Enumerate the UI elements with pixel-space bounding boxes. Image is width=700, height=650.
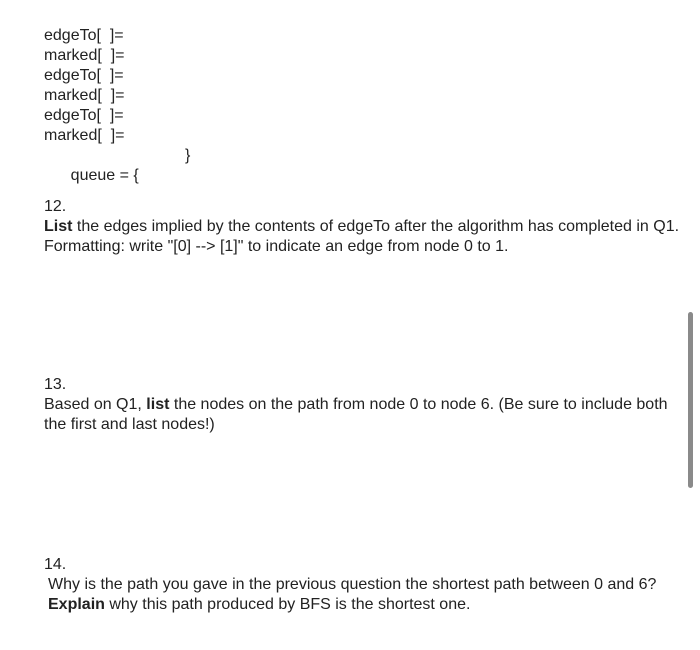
edgeto-line: edgeTo[ ]= <box>44 107 124 124</box>
vertical-scrollbar[interactable] <box>688 312 693 488</box>
question-body: the nodes on the path from node 0 to node 6. (Be sure to include both the first and last nodes!) <box>44 396 668 433</box>
marked-line: marked[ ]= <box>44 47 125 64</box>
queue-line <box>44 146 191 184</box>
question-text <box>44 395 694 435</box>
question-prefix: Why is the path you gave in the previous question the shortest path between 0 and 6? <box>48 576 657 593</box>
question-keyword: Explain <box>48 596 105 613</box>
question-prefix: Based on Q1, <box>44 396 147 413</box>
question-number: 12. <box>44 198 67 215</box>
question-text <box>44 575 688 615</box>
marked-line: marked[ ]= <box>44 87 125 104</box>
question-body: why this path produced by BFS is the shortest one. <box>104 596 471 613</box>
edgeto-line: edgeTo[ ]= <box>44 67 124 84</box>
question-14 <box>44 555 694 615</box>
question-number: 13. <box>44 376 67 393</box>
question-13 <box>44 375 694 435</box>
question-text <box>44 217 694 257</box>
queue-open: queue = { <box>70 167 139 184</box>
marked-line: marked[ ]= <box>44 127 125 144</box>
question-keyword: List <box>44 218 73 235</box>
fill-in-lines <box>44 26 191 184</box>
edgeto-line: edgeTo[ ]= <box>44 27 124 44</box>
question-12 <box>44 197 694 257</box>
queue-close: } <box>185 147 191 164</box>
question-keyword: list <box>146 396 170 413</box>
question-number: 14. <box>44 556 67 573</box>
question-body: the edges implied by the contents of edgeTo after the algorithm has completed in Q1. Formatting: write "[0] --> [1]" to indicate an edge from node 0 to 1. <box>44 218 680 255</box>
